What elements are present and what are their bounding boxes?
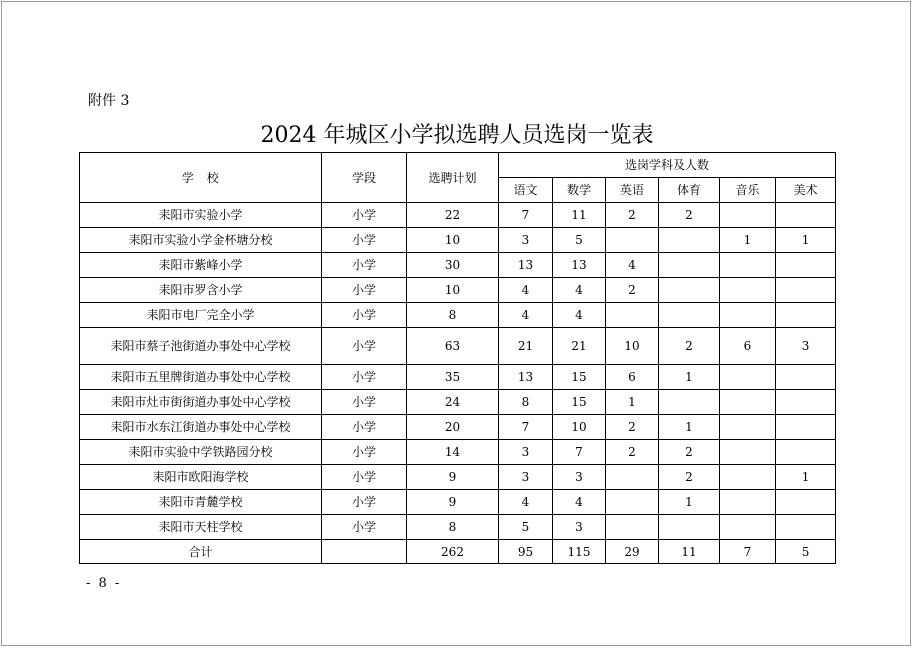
cell-english: 2 [606, 440, 659, 465]
cell-stage: 小学 [322, 228, 407, 253]
cell-school: 耒阳市紫峰小学 [80, 253, 322, 278]
cell-chinese: 21 [499, 328, 553, 365]
cell-chinese: 4 [499, 303, 553, 328]
cell-english: 6 [606, 365, 659, 390]
cell-plan: 10 [407, 278, 499, 303]
cell-pe: 2 [659, 203, 720, 228]
table-row [80, 228, 836, 253]
cell-stage: 小学 [322, 465, 407, 490]
cell-chinese: 7 [499, 203, 553, 228]
cell-chinese: 3 [499, 440, 553, 465]
cell-pe [659, 390, 720, 415]
cell-pe: 2 [659, 440, 720, 465]
total-stage [322, 540, 407, 564]
cell-stage: 小学 [322, 253, 407, 278]
cell-music [720, 278, 776, 303]
cell-school: 耒阳市天柱学校 [80, 515, 322, 540]
cell-school: 耒阳市实验小学 [80, 203, 322, 228]
cell-plan: 10 [407, 228, 499, 253]
total-label: 合计 [80, 540, 322, 564]
total-chinese: 95 [499, 540, 553, 564]
cell-math: 4 [553, 490, 606, 515]
cell-math: 11 [553, 203, 606, 228]
attachment-label: 附件 3 [88, 93, 130, 109]
table-row [80, 465, 836, 490]
cell-pe [659, 253, 720, 278]
total-english: 29 [606, 540, 659, 564]
cell-music [720, 390, 776, 415]
cell-chinese: 7 [499, 415, 553, 440]
cell-pe: 1 [659, 415, 720, 440]
table-row [80, 203, 836, 228]
cell-english [606, 515, 659, 540]
total-art: 5 [776, 540, 836, 564]
cell-music [720, 515, 776, 540]
cell-chinese: 13 [499, 253, 553, 278]
cell-pe: 1 [659, 365, 720, 390]
header-plan: 选聘计划 [407, 153, 499, 203]
table-row [80, 278, 836, 303]
cell-music [720, 365, 776, 390]
cell-plan: 8 [407, 303, 499, 328]
cell-music [720, 303, 776, 328]
document-title: 2024 年城区小学拟选聘人员选岗一览表 [260, 123, 654, 148]
cell-pe: 2 [659, 328, 720, 365]
cell-chinese: 13 [499, 365, 553, 390]
cell-music [720, 203, 776, 228]
table-row [80, 515, 836, 540]
cell-english [606, 303, 659, 328]
header-subject-math: 数学 [553, 178, 606, 203]
cell-chinese: 3 [499, 465, 553, 490]
cell-plan: 24 [407, 390, 499, 415]
cell-art: 1 [776, 465, 836, 490]
cell-plan: 14 [407, 440, 499, 465]
cell-plan: 63 [407, 328, 499, 365]
cell-pe [659, 303, 720, 328]
cell-school: 耒阳市五里牌街道办事处中心学校 [80, 365, 322, 390]
cell-math: 5 [553, 228, 606, 253]
cell-english: 10 [606, 328, 659, 365]
header-subject-english: 英语 [606, 178, 659, 203]
cell-school: 耒阳市罗含小学 [80, 278, 322, 303]
cell-pe [659, 228, 720, 253]
cell-english: 1 [606, 390, 659, 415]
total-music: 7 [720, 540, 776, 564]
cell-school: 耒阳市实验小学金杯塘分校 [80, 228, 322, 253]
cell-school: 耒阳市水东江街道办事处中心学校 [80, 415, 322, 440]
cell-pe [659, 278, 720, 303]
cell-pe: 1 [659, 490, 720, 515]
cell-english: 2 [606, 203, 659, 228]
cell-art [776, 440, 836, 465]
cell-math: 10 [553, 415, 606, 440]
cell-art [776, 390, 836, 415]
cell-stage: 小学 [322, 390, 407, 415]
cell-music [720, 465, 776, 490]
cell-chinese: 5 [499, 515, 553, 540]
cell-stage: 小学 [322, 515, 407, 540]
cell-plan: 30 [407, 253, 499, 278]
cell-english [606, 228, 659, 253]
cell-music: 6 [720, 328, 776, 365]
cell-music [720, 253, 776, 278]
cell-plan: 9 [407, 490, 499, 515]
cell-plan: 9 [407, 465, 499, 490]
cell-school: 耒阳市欧阳海学校 [80, 465, 322, 490]
cell-plan: 35 [407, 365, 499, 390]
cell-art: 1 [776, 228, 836, 253]
cell-math: 4 [553, 303, 606, 328]
table-row [80, 490, 836, 515]
cell-math: 21 [553, 328, 606, 365]
cell-music [720, 440, 776, 465]
cell-stage: 小学 [322, 203, 407, 228]
table-row [80, 328, 836, 365]
cell-art [776, 415, 836, 440]
cell-pe [659, 515, 720, 540]
table-row [80, 303, 836, 328]
cell-stage: 小学 [322, 328, 407, 365]
cell-math: 3 [553, 465, 606, 490]
header-subjects-group: 选岗学科及人数 [499, 153, 836, 178]
cell-plan: 8 [407, 515, 499, 540]
cell-school: 耒阳市蔡子池街道办事处中心学校 [80, 328, 322, 365]
total-pe: 11 [659, 540, 720, 564]
cell-art [776, 278, 836, 303]
header-school: 学 校 [80, 153, 322, 203]
cell-art [776, 303, 836, 328]
cell-pe: 2 [659, 465, 720, 490]
cell-music [720, 415, 776, 440]
table-body [80, 203, 836, 564]
header-subject-chinese: 语文 [499, 178, 553, 203]
cell-art [776, 365, 836, 390]
cell-art [776, 203, 836, 228]
table-row [80, 415, 836, 440]
cell-english: 2 [606, 415, 659, 440]
cell-english [606, 490, 659, 515]
cell-math: 7 [553, 440, 606, 465]
cell-school: 耒阳市实验中学铁路园分校 [80, 440, 322, 465]
header-subject-music: 音乐 [720, 178, 776, 203]
cell-art [776, 515, 836, 540]
table-header-row [80, 153, 836, 178]
cell-plan: 22 [407, 203, 499, 228]
cell-school: 耒阳市青麓学校 [80, 490, 322, 515]
cell-chinese: 4 [499, 278, 553, 303]
cell-english [606, 465, 659, 490]
personnel-table [79, 152, 836, 564]
cell-music [720, 490, 776, 515]
table-row [80, 440, 836, 465]
cell-music: 1 [720, 228, 776, 253]
cell-math: 13 [553, 253, 606, 278]
cell-math: 3 [553, 515, 606, 540]
cell-plan: 20 [407, 415, 499, 440]
page-number: - 8 - [86, 576, 122, 591]
cell-stage: 小学 [322, 415, 407, 440]
table-row [80, 365, 836, 390]
cell-stage: 小学 [322, 490, 407, 515]
cell-stage: 小学 [322, 440, 407, 465]
cell-chinese: 8 [499, 390, 553, 415]
cell-math: 4 [553, 278, 606, 303]
cell-school: 耒阳市电厂完全小学 [80, 303, 322, 328]
cell-art: 3 [776, 328, 836, 365]
cell-math: 15 [553, 390, 606, 415]
table-total-row [80, 540, 836, 564]
header-subject-art: 美术 [776, 178, 836, 203]
cell-math: 15 [553, 365, 606, 390]
cell-stage: 小学 [322, 365, 407, 390]
cell-chinese: 3 [499, 228, 553, 253]
cell-english: 2 [606, 278, 659, 303]
cell-art [776, 490, 836, 515]
total-plan: 262 [407, 540, 499, 564]
table-row [80, 390, 836, 415]
cell-stage: 小学 [322, 278, 407, 303]
cell-art [776, 253, 836, 278]
cell-school: 耒阳市灶市街街道办事处中心学校 [80, 390, 322, 415]
header-subject-pe: 体育 [659, 178, 720, 203]
total-math: 115 [553, 540, 606, 564]
cell-english: 4 [606, 253, 659, 278]
cell-chinese: 4 [499, 490, 553, 515]
table-row [80, 253, 836, 278]
header-stage: 学段 [322, 153, 407, 203]
cell-stage: 小学 [322, 303, 407, 328]
